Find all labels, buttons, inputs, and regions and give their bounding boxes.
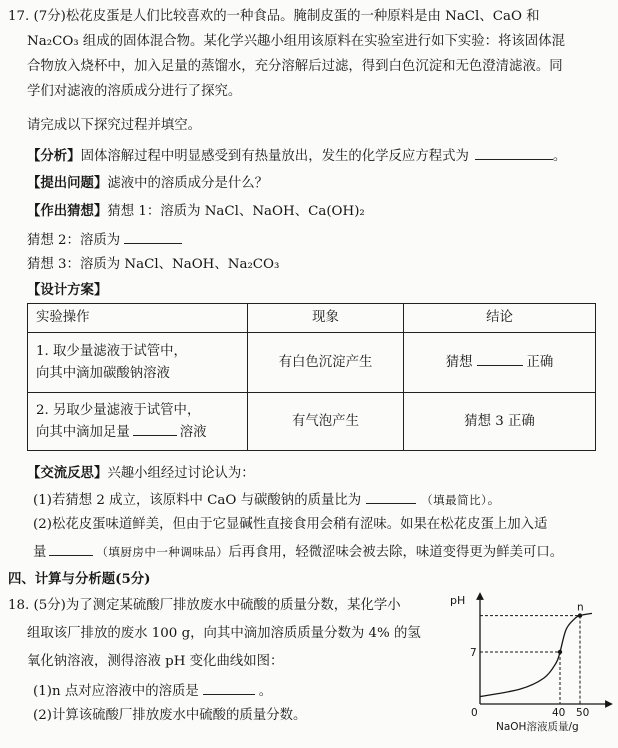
y-axis-label: pH <box>450 594 466 607</box>
q18-line3: 氧化钠溶液，测得溶液 pH 变化曲线如图： <box>27 654 284 669</box>
q17-line4: 学们对滤液的溶质成分进行了探究。 <box>27 84 242 99</box>
reflect-q2-line1: (2)松花皮蛋味道鲜美，但由于它显碱性直接食用会稍有涩味。如果在松花皮蛋上加入适 <box>33 517 548 532</box>
guess-tag: 【作出猜想】 <box>27 203 108 219</box>
ph-chart <box>444 590 614 740</box>
origin-label: 0 <box>471 707 478 719</box>
y-tick-label: 7 <box>470 647 477 659</box>
experiment-table <box>27 303 596 451</box>
guess2-line <box>27 230 182 250</box>
q18-sub2: (2)计算该硫酸厂排放废水中硫酸的质量分数。 <box>33 708 307 723</box>
row1-conclusion-suffix: 正确 <box>526 354 554 370</box>
header-operation: 实验操作 <box>28 304 248 333</box>
x-axis-label: NaOH溶液质量/g <box>496 721 579 733</box>
question-text: 滤液中的溶质成分是什么？ <box>107 176 269 191</box>
table-row <box>28 333 596 393</box>
q18-sub1-end: 。 <box>258 684 273 699</box>
reflect-q1-end: 。 <box>487 493 501 508</box>
guess1-text: 猜想 1：溶质为 NaCl、NaOH、Ca(OH)₂ <box>107 204 365 219</box>
q17-instruction: 请完成以下探究过程并填空。 <box>27 118 202 133</box>
seasoning-blank[interactable] <box>49 542 93 556</box>
reflect-q2-line2 <box>33 542 563 562</box>
table-header-row <box>28 304 596 333</box>
q18-line1: 18. (5分)为了测定某硫酸厂排放废水中硫酸的质量分数，某化学小 <box>8 598 401 613</box>
tick-labels <box>470 647 589 719</box>
row2-phenomenon: 有气泡产生 <box>248 393 404 451</box>
x-tick-label: 50 <box>576 707 590 719</box>
reflect-q2-suffix: 后再食用，轻微涩味会被去除，味道变得更为鲜美可口。 <box>228 545 564 560</box>
row1-op-line1: 1. 取少量滤液于试管中， <box>36 343 187 359</box>
guess-line <box>27 202 365 221</box>
q17-line3: 合物放入烧杯中，加入足量的蒸馏水，充分溶解后过滤，得到白色沉淀和无色澄清滤液。同 <box>27 59 563 74</box>
row2-op-suffix: 溶液 <box>179 424 207 440</box>
q18-sub1-text: (1)n 点对应溶液中的溶质是 <box>33 684 199 699</box>
reflect-tag: 【交流反思】 <box>27 465 108 481</box>
design-tag: 【设计方案】 <box>27 282 108 298</box>
header-conclusion: 结论 <box>404 304 596 333</box>
reflect-text: 兴趣小组经过讨论认为： <box>107 466 255 481</box>
row1-conclusion-blank[interactable] <box>477 352 523 366</box>
analysis-answer-blank[interactable] <box>475 146 553 160</box>
row2-op-line2 <box>36 422 239 444</box>
q17-line2: Na₂CO₃ 组成的固体混合物。某化学兴趣小组用该原料在实验室进行如下实验：将该固体混 <box>27 34 565 49</box>
row2-op-line1: 2. 另取少量滤液于试管中， <box>36 402 201 418</box>
guess2-text: 猜想 2：溶质为 <box>27 233 121 248</box>
row2-operation <box>28 393 248 451</box>
reflect-line <box>27 464 255 483</box>
row2-conclusion: 猜想 3 正确 <box>404 393 596 451</box>
q18-sub1 <box>33 681 272 701</box>
section4-title: 四、计算与分析题(5分) <box>8 571 151 587</box>
n-point-label: n <box>577 601 584 614</box>
solute-blank[interactable] <box>203 681 255 695</box>
ph-curve <box>480 613 592 696</box>
analysis-tag: 【分析】 <box>27 148 81 164</box>
analysis-text: 固体溶解过程中明显感受到有热量放出，发生的化学反应方程式为 <box>80 149 469 164</box>
question-line <box>27 174 268 193</box>
table-row <box>28 393 596 451</box>
row1-conclusion-prefix: 猜想 <box>445 354 473 370</box>
question-tag: 【提出问题】 <box>27 175 108 191</box>
q17-line1: 17. (7分)松花皮蛋是人们比较喜欢的一种食品。腌制皮蛋的一种原料是由 NaCl、CaO 和 <box>8 9 540 24</box>
reflect-q2-hint: （填厨房中一种调味品） <box>96 545 229 559</box>
row2-op-prefix: 向其中滴加足量 <box>36 424 130 440</box>
guide-lines <box>480 616 580 704</box>
row1-op-line2: 向其中滴加碳酸钠溶液 <box>36 365 170 381</box>
row1-conclusion <box>404 333 596 393</box>
analysis-line: 【分析】固体溶解过程中明显感受到有热量放出，发生的化学反应方程式为 。 <box>27 148 567 164</box>
guess2-answer-blank[interactable] <box>124 230 182 244</box>
header-phenomenon: 现象 <box>248 304 404 333</box>
equivalence-point <box>558 650 562 654</box>
x-tick-label: 40 <box>552 707 566 719</box>
row1-phenomenon: 有白色沉淀产生 <box>248 333 404 393</box>
reflect-q1-line <box>33 490 501 510</box>
row2-reagent-blank[interactable] <box>133 422 177 436</box>
mass-ratio-blank[interactable] <box>366 490 416 504</box>
reflect-q2-prefix: 量 <box>33 545 47 560</box>
n-point <box>578 613 582 617</box>
q18-line2: 组取该厂排放的废水 100 g，向其中滴加溶质质量分数为 4% 的氢 <box>27 626 421 641</box>
guess3-line: 猜想 3：溶质为 NaCl、NaOH、Na₂CO₃ <box>27 257 280 272</box>
reflect-q1-text: (1)若猜想 2 成立，该原料中 CaO 与碳酸钠的质量比为 <box>33 493 362 508</box>
reflect-q1-hint: （填最简比） <box>421 493 488 507</box>
row1-operation <box>28 333 248 393</box>
